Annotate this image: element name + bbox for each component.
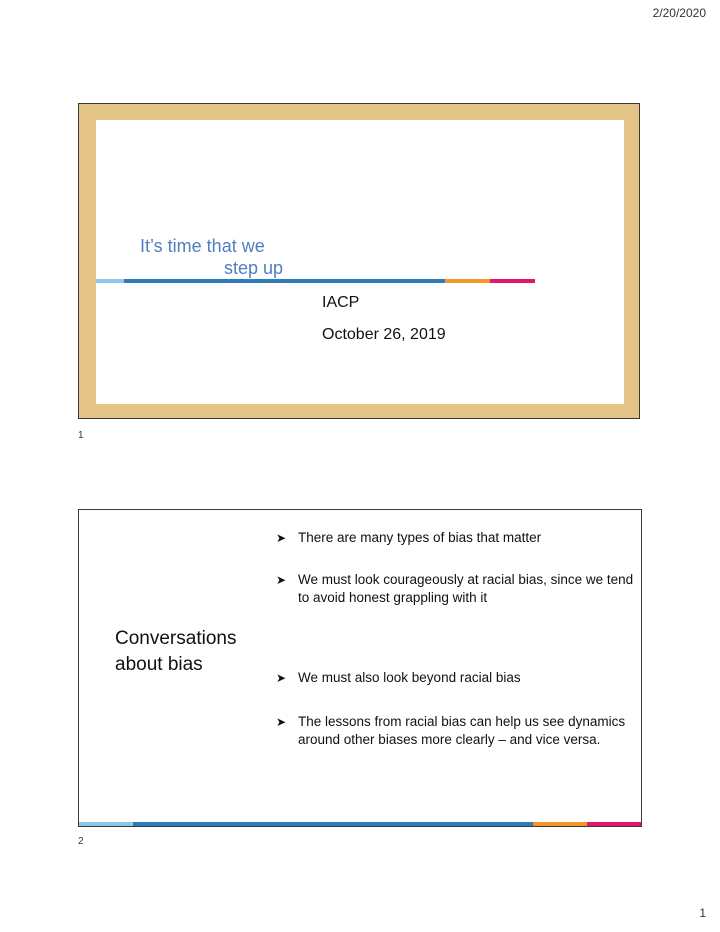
arrow-right-icon: ➤ (276, 715, 287, 729)
slide-2-number: 2 (78, 836, 84, 847)
accent-bar-blue (133, 822, 533, 826)
slide-2-title (115, 626, 236, 678)
slide-1-subtitle-line-2: October 26, 2019 (322, 326, 446, 343)
slide-1-number: 1 (78, 430, 84, 441)
list-item (276, 571, 636, 607)
header-date: 2/20/2020 (652, 6, 706, 20)
accent-bar-blue (124, 279, 445, 283)
slide-2-title-line-2: about bias (115, 654, 203, 675)
accent-bar-light-blue (96, 279, 124, 283)
accent-bar-orange (533, 822, 587, 826)
slide-2-frame (78, 509, 642, 827)
slide-1-frame (78, 103, 640, 419)
bullet-text: The lessons from racial bias can help us see dynamics around other biases more clearly – and vice versa. (298, 714, 626, 747)
accent-bar-pink (587, 822, 641, 826)
accent-bar-orange (445, 279, 490, 283)
bullet-text: There are many types of bias that matter (298, 530, 542, 545)
bullet-text: We must look courageously at racial bias, since we tend to avoid honest grappling with it (298, 572, 634, 605)
list-item (276, 669, 636, 687)
list-item (276, 529, 636, 547)
accent-bar-light-blue (79, 822, 133, 826)
slide-1-title-line-2: step up (224, 258, 284, 278)
bullet-text: We must also look beyond racial bias (298, 670, 521, 685)
slide-1-title (140, 235, 320, 279)
list-item (276, 713, 636, 749)
slide-1-title-line-1: It’s time that we (140, 236, 265, 256)
slide-1-subtitle-line-1: IACP (322, 294, 360, 311)
slide-2-title-line-1: Conversations (115, 628, 237, 649)
arrow-right-icon: ➤ (276, 671, 287, 685)
slide-1-content (96, 120, 624, 404)
page-number: 1 (699, 906, 706, 920)
accent-bar-pink (490, 279, 535, 283)
arrow-right-icon: ➤ (276, 573, 287, 587)
arrow-right-icon: ➤ (276, 531, 287, 545)
